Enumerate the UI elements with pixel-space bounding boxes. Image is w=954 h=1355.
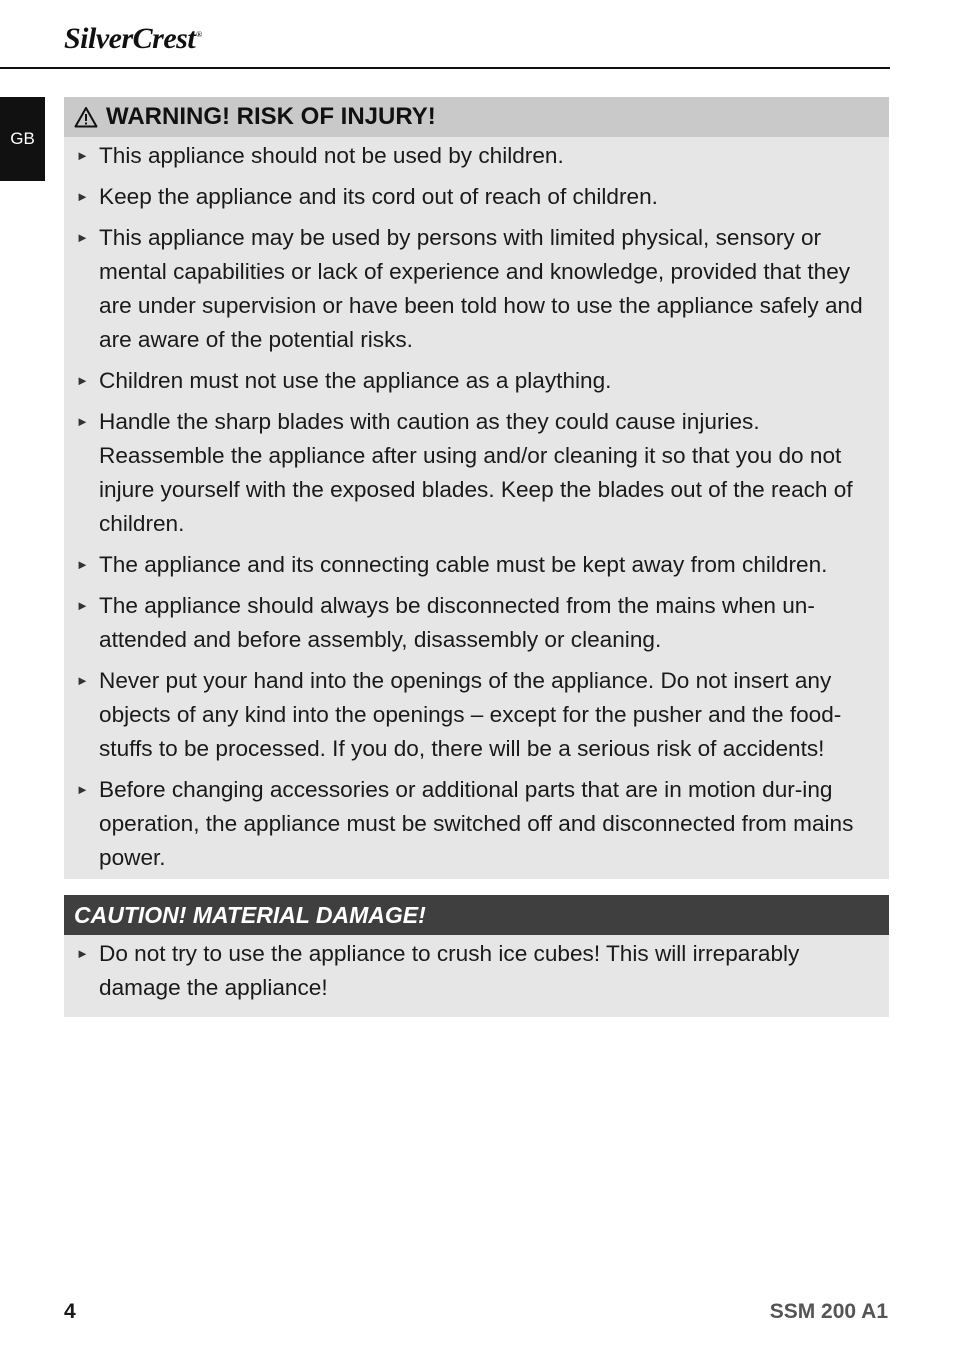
- bullet-arrow-icon: ►: [76, 148, 89, 163]
- list-item-text: Handle the sharp blades with caution as they could cause injuries. Reassemble the appliance after using and/or cleaning it so that you do not injure yourself with the exposed blades. Keep the blades out of the reach of children.: [99, 409, 853, 536]
- header-rule: [0, 67, 890, 69]
- warning-title: WARNING! RISK OF INJURY!: [106, 103, 436, 130]
- list-item: [64, 937, 877, 1005]
- bullet-arrow-icon: ►: [76, 414, 89, 429]
- language-label: GB: [10, 129, 35, 148]
- list-item-text: Do not try to use the appliance to crush ice cubes! This will irreparably damage the appliance!: [99, 941, 800, 1000]
- list-item: [64, 221, 877, 357]
- list-item-text: Never put your hand into the openings of the appliance. Do not insert any objects of any kind into the openings – except for the pusher and the food-stuffs to be processed. If you do, there will be a serious risk of accidents!: [99, 668, 842, 761]
- model-number: SSM 200 A1: [769, 1300, 888, 1323]
- bullet-arrow-icon: ►: [76, 373, 89, 388]
- caution-list: [64, 935, 889, 1005]
- bullet-arrow-icon: ►: [76, 189, 89, 204]
- caution-header: [64, 895, 889, 935]
- brand-logo: [64, 22, 202, 56]
- warning-header: [64, 97, 889, 137]
- list-item: [64, 180, 877, 214]
- caution-box: [64, 895, 889, 1017]
- list-item-text: Children must not use the appliance as a plaything.: [99, 368, 612, 393]
- brand-name: SilverCrest: [64, 22, 196, 55]
- list-item: [64, 548, 877, 582]
- list-item-text: This appliance may be used by persons with limited physical, sensory or mental capabilities or lack of experience and knowledge, provided that they are under supervision or have been told how to use the appliance safely and are aware of the potential risks.: [99, 225, 863, 352]
- list-item: [64, 773, 877, 875]
- list-item-text: Before changing accessories or additional parts that are in motion dur-ing operation, the appliance must be switched off and disconnected from mains power.: [99, 777, 854, 870]
- bullet-arrow-icon: ►: [76, 782, 89, 797]
- list-item-text: Keep the appliance and its cord out of reach of children.: [99, 184, 658, 209]
- list-item: [64, 664, 877, 766]
- list-item-text: The appliance should always be disconnected from the mains when un-attended and before assembly, disassembly or cleaning.: [99, 593, 815, 652]
- registered-mark: ®: [196, 30, 202, 39]
- warning-triangle-icon: [74, 106, 98, 128]
- bullet-arrow-icon: ►: [76, 946, 89, 961]
- bullet-arrow-icon: ►: [76, 557, 89, 572]
- bullet-arrow-icon: ►: [76, 598, 89, 613]
- list-item-text: This appliance should not be used by children.: [99, 143, 564, 168]
- warning-list: [64, 137, 889, 875]
- list-item: [64, 589, 877, 657]
- warning-box: [64, 97, 889, 879]
- language-tab: [0, 97, 45, 181]
- bullet-arrow-icon: ►: [76, 673, 89, 688]
- list-item: [64, 405, 877, 541]
- caution-title: CAUTION! MATERIAL DAMAGE!: [74, 901, 426, 928]
- page-number: 4: [64, 1300, 76, 1323]
- list-item: [64, 139, 877, 173]
- list-item-text: The appliance and its connecting cable must be kept away from children.: [99, 552, 828, 577]
- bullet-arrow-icon: ►: [76, 230, 89, 245]
- list-item: [64, 364, 877, 398]
